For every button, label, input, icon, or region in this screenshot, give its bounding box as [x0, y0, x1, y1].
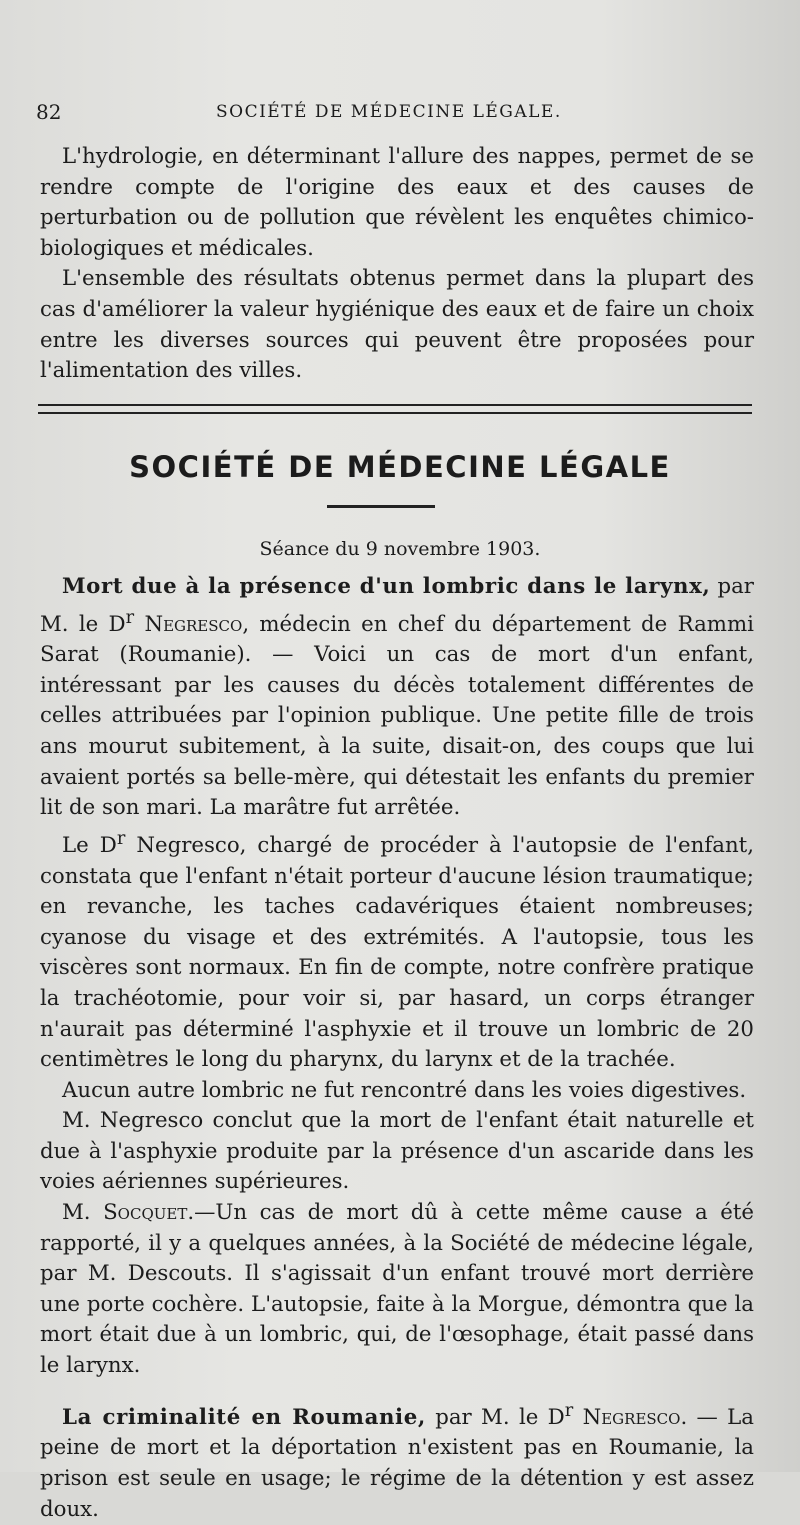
- article2-title: La criminalité en Roumanie,: [62, 1404, 426, 1430]
- article1-title: Mort due à la présence d'un lombric dans le larynx,: [62, 574, 711, 599]
- para2-prefix: Le D: [62, 832, 117, 858]
- socquet-text: —Un cas de mort dû à cette même cause a été rapporté, il y a quelques années, à la Société de médecine légale, par M. Descouts. Il s'agissait d'un enfant trouvé mort derrière une porte cochère. L'autopsie, faite à la Morgue, démontra que la mort était due à un lombric, qui, de l'œsophage, était passé dans le larynx.: [40, 1200, 754, 1379]
- intro-paragraph: L'hydrologie, en déterminant l'allure des nappes, permet de se rendre compte de l'origine des eaux et des causes de perturbation ou de pollution que révèlent les enquêtes chimico-biologiques et médicales.: [40, 144, 754, 261]
- intro-paragraph: L'ensemble des résultats obtenus permet dans la plupart des cas d'améliorer la valeur hygiénique des eaux et de faire un choix entre les diverses sources qui peuvent être proposées pour l'alimentation des villes.: [40, 266, 754, 384]
- article1-text: , médecin en chef du département de Rammi Sarat (Roumanie). — Voici un cas de mort d'un enfant, intéressant par les causes du décès totalement différentes de celles attribuées par l'opinion publique. Une petite fille de trois ans mourut subitement, à la suite, disait-on, des coups que lui avaient portés sa belle-mère, qui détestait les enfants du premier lit de son mari. La marâtre fut arrêtée.: [40, 611, 754, 821]
- article2-byline-sup: r: [564, 1400, 574, 1421]
- article1-byline-prefix: par M. le D: [40, 574, 754, 637]
- para2-sup: r: [116, 828, 126, 849]
- article2-author: Negresco: [582, 1404, 681, 1430]
- session-date: Séance du 9 novembre 1903.: [259, 538, 541, 560]
- section-title: SOCIÉTÉ DE MÉDECINE LÉGALE: [129, 450, 671, 484]
- page-header: [36, 100, 756, 130]
- para2-text: Negresco, chargé de procéder à l'autopsie de l'enfant, constata que l'enfant n'était porteur d'aucune lésion traumatique; en revanche, les taches cadavériques étaient nombreuses; cyanose du visage et des extrémités. A l'autopsie, tous les viscères sont normaux. En fin de compte, notre confrère pratique la trachéotomie, pour voir si, par hasard, un corps étranger n'aurait pas déterminé l'asphyxie et il trouve un lombric de 20 centimètres le long du pharynx, du larynx et de la trachée.: [40, 832, 754, 1073]
- article1-paragraph-2: [40, 824, 754, 1076]
- socquet-name: M. Socquet.: [62, 1200, 195, 1226]
- page-number: 82: [36, 100, 62, 124]
- intro-text: [40, 142, 754, 387]
- article2-text: . — La peine de mort et la déportation n'existent pas en Roumanie, la prison est seule en usage; le régime de la détention y est assez doux.: [40, 1404, 754, 1522]
- running-head: SOCIÉTÉ DE MÉDECINE LÉGALE.: [216, 102, 562, 122]
- title-underline: [327, 505, 435, 508]
- article2-byline-prefix: par M. le D: [425, 1404, 565, 1430]
- article1-paragraph-4: M. Negresco conclut que la mort de l'enfant était naturelle et due à l'asphyxie produite par la présence d'un ascaride dans les voies aériennes supérieures.: [40, 1108, 754, 1195]
- article1-paragraph: [40, 572, 754, 824]
- article1-paragraph-5: [40, 1198, 754, 1382]
- article1-author: Negresco: [144, 611, 243, 637]
- article2-paragraph: [40, 1396, 754, 1525]
- section-divider: [38, 404, 752, 414]
- article-body: [40, 572, 754, 1525]
- article1-byline-sup: r: [125, 607, 135, 628]
- article1-paragraph-3: Aucun autre lombric ne fut rencontré dans les voies digestives.: [62, 1077, 747, 1103]
